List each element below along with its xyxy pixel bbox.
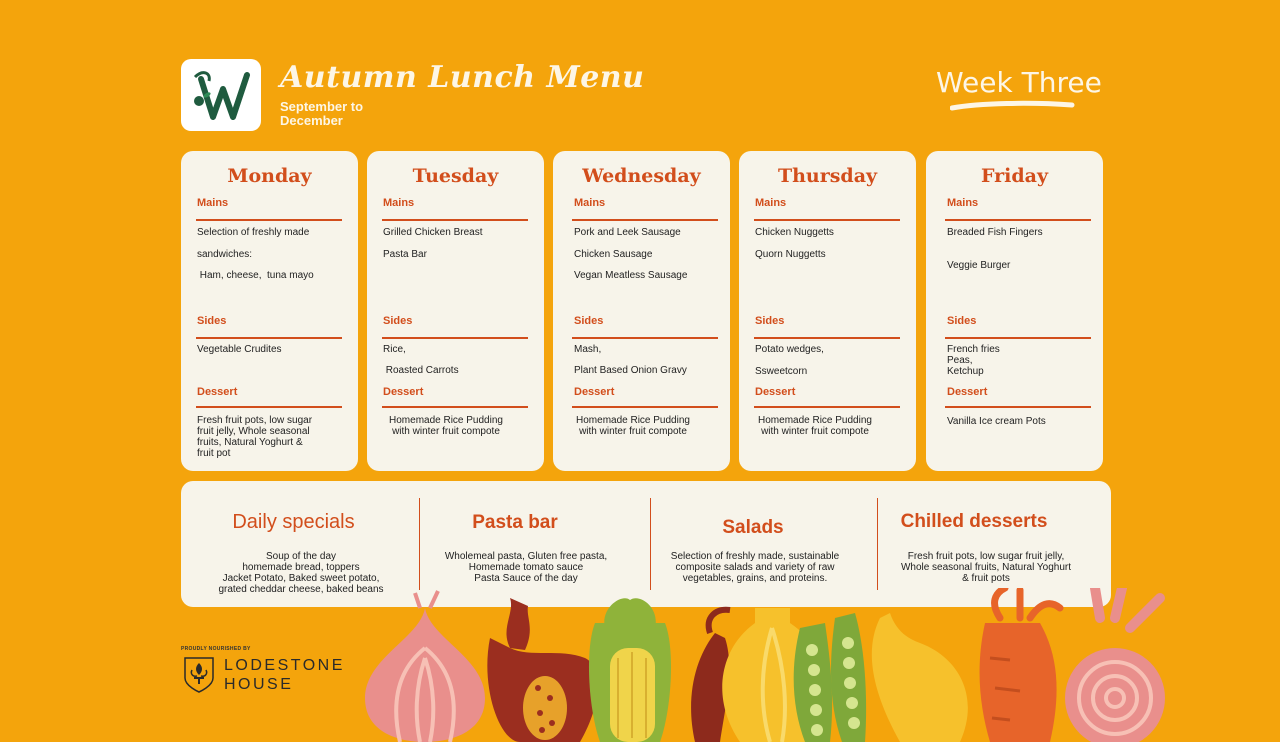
column-divider bbox=[419, 498, 420, 590]
dessert-label: Dessert bbox=[383, 386, 424, 398]
side-item: Rice, bbox=[383, 344, 406, 355]
section-divider bbox=[945, 406, 1091, 408]
day-name: Monday bbox=[227, 165, 312, 187]
section-divider bbox=[196, 406, 342, 408]
day-name: Tuesday bbox=[412, 165, 499, 187]
section-divider bbox=[196, 219, 342, 221]
day-card-wednesday bbox=[553, 151, 730, 471]
main-item: Quorn Nuggetts bbox=[755, 249, 826, 260]
dessert-item: Fresh fruit pots, low sugar fruit jelly, Whole seasonal fruits, Natural Yoghurt & fruit pot bbox=[197, 415, 313, 459]
side-item: Ketchup bbox=[947, 366, 984, 377]
salads-title: Salads bbox=[722, 517, 784, 538]
section-divider bbox=[382, 406, 528, 408]
section-divider bbox=[754, 337, 900, 339]
section-divider bbox=[572, 337, 718, 339]
dessert-label: Dessert bbox=[197, 386, 238, 398]
dessert-item: Homemade Rice Pudding with winter fruit compote bbox=[576, 415, 690, 437]
sides-label: Sides bbox=[755, 315, 785, 327]
chilled-desserts-text: Fresh fruit pots, low sugar fruit jelly, Whole seasonal fruits, Natural Yoghurt & fruit pots bbox=[900, 551, 1072, 584]
brush-underline-icon bbox=[950, 99, 1076, 113]
side-item: Vegetable Crudites bbox=[197, 344, 282, 355]
main-item: Ham, cheese, tuna mayo bbox=[197, 270, 314, 281]
day-name: Thursday bbox=[777, 165, 878, 187]
dessert-item: Vanilla Ice cream Pots bbox=[947, 416, 1046, 427]
day-name: Friday bbox=[980, 165, 1049, 187]
school-logo bbox=[181, 59, 261, 131]
menu-title: Autumn Lunch Menu bbox=[280, 60, 645, 95]
sides-label: Sides bbox=[574, 315, 604, 327]
menu-subtitle: September to December bbox=[280, 99, 364, 128]
column-divider bbox=[650, 498, 651, 590]
side-item: Mash, bbox=[574, 344, 602, 355]
sides-label: Sides bbox=[383, 315, 413, 327]
main-item: Pasta Bar bbox=[383, 249, 427, 260]
mains-label: Mains bbox=[197, 197, 229, 209]
main-item: Vegan Meatless Sausage bbox=[574, 270, 688, 281]
section-divider bbox=[945, 219, 1091, 221]
side-item: Roasted Carrots bbox=[383, 365, 459, 376]
mains-label: Mains bbox=[755, 197, 787, 209]
day-card-thursday bbox=[739, 151, 916, 471]
day-card-monday bbox=[181, 151, 358, 471]
fleur-de-lis-shield-icon bbox=[183, 656, 215, 694]
column-divider bbox=[877, 498, 878, 590]
daily-specials-title: Daily specials bbox=[232, 511, 355, 533]
section-divider bbox=[754, 406, 900, 408]
side-item: Peas, bbox=[947, 355, 973, 366]
section-divider bbox=[382, 219, 528, 221]
dessert-label: Dessert bbox=[947, 386, 988, 398]
salads-text: Selection of freshly made, sustainable composite salads and variety of raw vegetables, grains, and proteins. bbox=[670, 551, 840, 584]
pasta-bar-title: Pasta bar bbox=[472, 512, 558, 533]
mains-label: Mains bbox=[383, 197, 415, 209]
daily-specials-text: Soup of the day homemade bread, toppers Jacket Potato, Baked sweet potato, grated cheddar cheese, baked beans bbox=[218, 551, 384, 595]
day-name: Wednesday bbox=[582, 165, 701, 187]
mains-label: Mains bbox=[574, 197, 606, 209]
main-item: Chicken Sausage bbox=[574, 249, 653, 260]
dessert-item: Homemade Rice Pudding with winter fruit compote bbox=[389, 415, 503, 437]
section-divider bbox=[572, 219, 718, 221]
section-divider bbox=[754, 219, 900, 221]
main-item: Veggie Burger bbox=[947, 260, 1011, 271]
dessert-label: Dessert bbox=[755, 386, 796, 398]
main-item: Pork and Leek Sausage bbox=[574, 227, 681, 238]
chilled-desserts-title: Chilled desserts bbox=[900, 511, 1048, 532]
section-divider bbox=[945, 337, 1091, 339]
day-card-friday bbox=[926, 151, 1103, 471]
mains-label: Mains bbox=[947, 197, 979, 209]
main-item: Chicken Nuggetts bbox=[755, 227, 834, 238]
vegetables-illustration-icon bbox=[360, 588, 1170, 742]
section-divider bbox=[572, 406, 718, 408]
brand-name-line2: HOUSE bbox=[224, 676, 294, 693]
day-card-tuesday bbox=[367, 151, 544, 471]
dessert-item: Homemade Rice Pudding with winter fruit compote bbox=[758, 415, 872, 437]
sides-label: Sides bbox=[947, 315, 977, 327]
side-item: Ssweetcorn bbox=[755, 366, 808, 377]
section-divider bbox=[196, 337, 342, 339]
pasta-bar-text: Wholemeal pasta, Gluten free pasta, Homemade tomato sauce Pasta Sauce of the day bbox=[444, 551, 608, 584]
side-item: French fries bbox=[947, 344, 1000, 355]
brand-name-line1: LODESTONE bbox=[224, 657, 345, 674]
main-item: sandwiches: bbox=[197, 249, 253, 260]
sides-label: Sides bbox=[197, 315, 227, 327]
dessert-label: Dessert bbox=[574, 386, 615, 398]
main-item: Selection of freshly made bbox=[197, 227, 310, 238]
main-item: Grilled Chicken Breast bbox=[383, 227, 483, 238]
week-label: Week Three bbox=[936, 66, 1102, 99]
main-item: Breaded Fish Fingers bbox=[947, 227, 1043, 238]
w-leaf-logo-icon bbox=[181, 59, 261, 131]
section-divider bbox=[382, 337, 528, 339]
nourished-by-label: PROUDLY NOURISHED BY bbox=[181, 646, 251, 652]
side-item: Potato wedges, bbox=[755, 344, 824, 355]
side-item: Plant Based Onion Gravy bbox=[574, 365, 687, 376]
